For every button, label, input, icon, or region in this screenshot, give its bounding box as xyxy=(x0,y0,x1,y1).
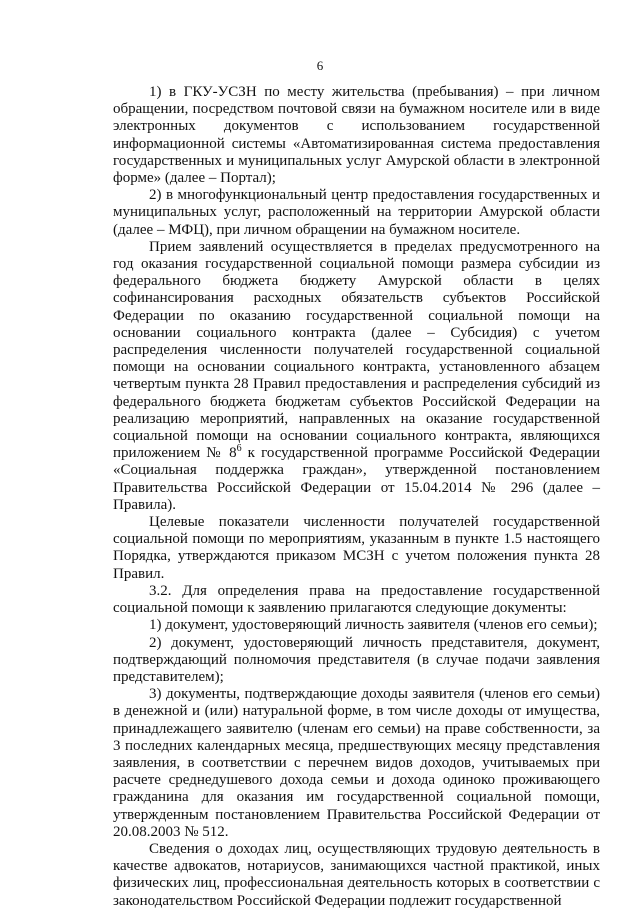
paragraph-income-info: Сведения о доходах лиц, осуществляющих трудовую деятельность в качестве адвокатов, нотариусов, занимающихся частной практикой, иных физических лиц, профессиональная деятельность которых в соответствии с законодательством Российской Федерации подлежит государственной xyxy=(113,840,600,909)
document-body xyxy=(113,84,600,910)
list-item-identity: 1) документ, удостоверяющий личность заявителя (членов его семьи); xyxy=(149,617,598,634)
paragraph-3-2: 3.2. Для определения права на предоставление государственной социальной помощи к заявлению прилагаются следующие документы: xyxy=(113,582,600,617)
paragraph-portal: 1) в ГКУ-УСЗН по месту жительства (пребывания) – при личном обращении, посредством почтовой связи на бумажном носителе или в виде электронных документов с использованием государственной информационной системы «Автоматизированная система предоставления государственных и муниципальных услуг Амурской области в электронной форме» (далее – Портал); xyxy=(113,84,600,187)
paragraph-targets: Целевые показатели численности получателей государственной социальной помощи по мероприятиям, указанным в пункте 1.5 настоящего Порядка, утверждаются приказом МСЗН с учетом положения пункта 28 Правил. xyxy=(113,514,600,582)
list-item-representative: 2) документ, удостоверяющий личность представителя, документ, подтверждающий полномочия представителя (в случае подачи заявления представителем); xyxy=(113,634,600,685)
appendix-number: 8 xyxy=(229,445,237,462)
footnote-superscript: 6 xyxy=(236,443,242,455)
page-number: 6 xyxy=(316,58,324,73)
paragraph-applications-text: Прием заявлений осуществляется в пределах предусмотренного на год оказания государственной социальной помощи размера субсидии из федерального бюджета бюджету Амурской области в целях софинансирования расходных обязательств субъектов Российской Федерации по оказанию государственной социальной помощи на основании социального контракта (далее – Субсидия) с учетом распределения численности получателей государственной социальной помощи на основании социального контракта, установленного абзацем четвертым пункта 28 Правил предоставления и распределения субсидий из федерального бюджета бюджетам субъектов Российской Федерации на реализацию мероприятий, направленных на оказание государственной социальной помощи на основании социального контракта, являющихся приложением № xyxy=(113,238,600,462)
paragraph-applications xyxy=(113,239,600,514)
paragraph-mfc: 2) в многофункциональный центр предоставления государственных и муниципальных услуг, расположенный на территории Амурской области (далее – МФЦ), при личном обращении на бумажном носителе. xyxy=(113,187,600,238)
paragraph-applications-tail: к государственной программе Российской Федерации «Социальная поддержка граждан», утвержденной постановлением Правительства Российской Федерации от 15.04.2014 № 296 (далее – Правила). xyxy=(113,445,601,513)
list-item-income: 3) документы, подтверждающие доходы заявителя (членов его семьи) в денежной и (или) натуральной форме, в том числе доходы от имущества, принадлежащего заявителю (членам его семьи) на праве собственности, за 3 последних календарных месяца, предшествующих месяцу представления заявления, в соответствии с перечнем видов доходов, учитываемых при расчете среднедушевого дохода семьи и дохода одиноко проживающего гражданина для оказания им государственной социальной помощи, утвержденным постановлением Правительства Российской Федерации от 20.08.2003 № 512. xyxy=(113,686,600,840)
